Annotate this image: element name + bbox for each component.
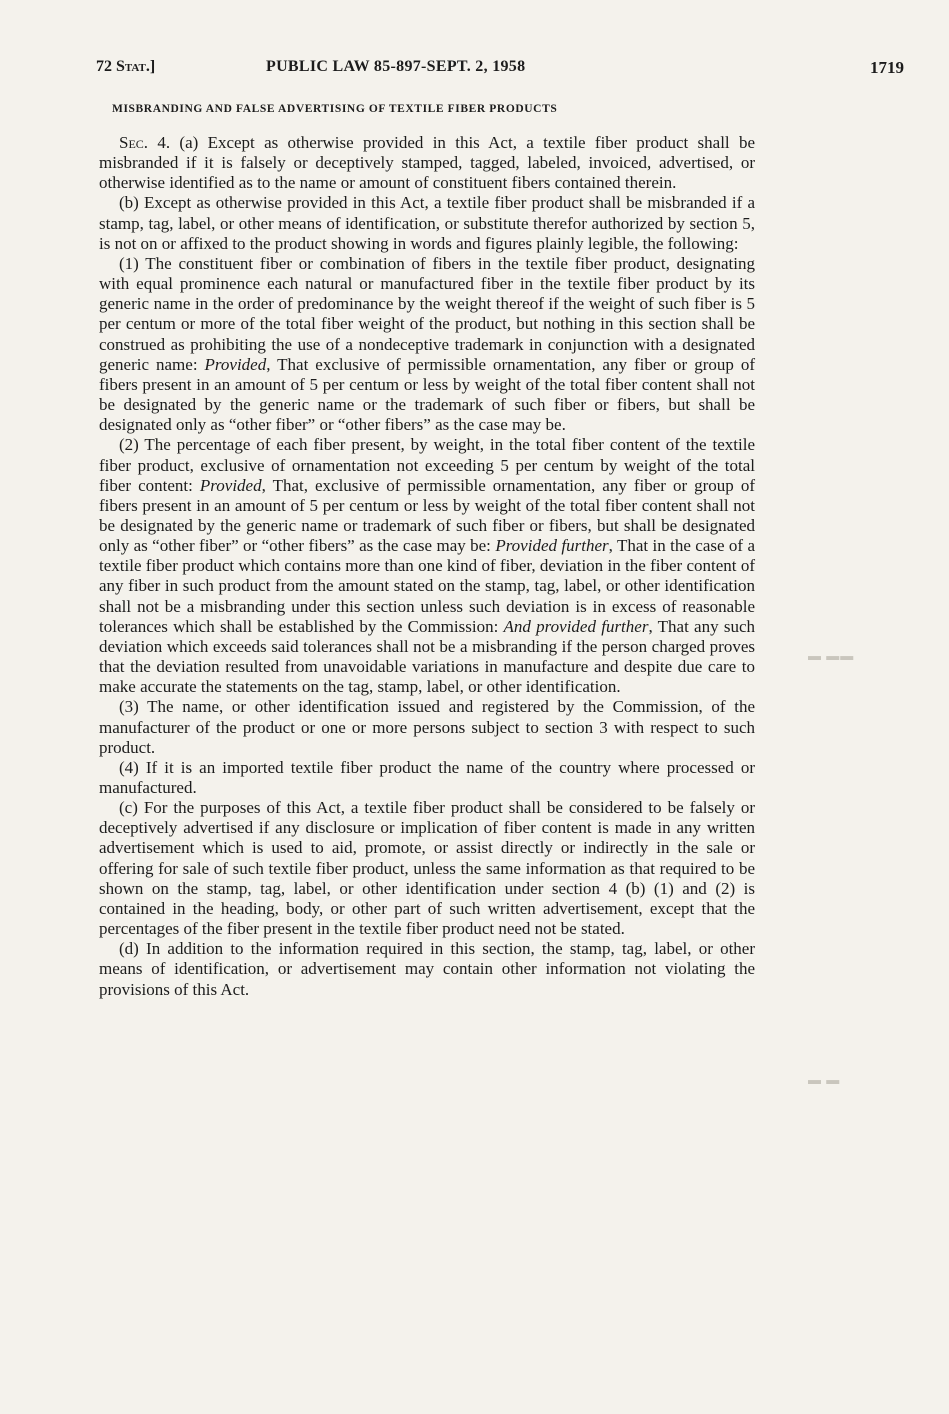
section-label: Sec. xyxy=(119,133,149,152)
statute-reference: 72 Stat.] xyxy=(96,58,156,75)
paragraph-sec4-a: Sec. 4. (a) Except as otherwise provided in this Act, a textile fiber product shall be misbranded if it is falsely or deceptively stamped, tagged, labeled, invoiced, advertised, or otherwise identified as to the name or amount of constituent fibers contained therein. xyxy=(99,133,755,193)
paragraph-b1: (1) The constituent fiber or combination of fibers in the textile fiber product, designating with equal prominence each natural or manufactured fiber in the textile fiber product by its generic name in the order of predominance by the weight thereof if the weight of such fiber is 5 per centum or more of the total fiber weight of the product, but nothing in this section shall be construed as prohibiting the use of a nondeceptive trademark in conjunction with a designated generic name: Provided, That exclusive of permissible ornamentation, any fiber or group of fibers present in an amount of 5 per centum or less by weight of the total fiber content shall not be designated by the generic name or the trademark of such fiber or fibers, but shall be designated only as “other fiber” or “other fibers” as the case may be. xyxy=(99,253,756,435)
faint-margin-mark: ▬ ▬▬ xyxy=(808,648,855,663)
paragraph-b4: (4) If it is an imported textile fiber product the name of the country where processed or manufactured. xyxy=(99,757,755,797)
faint-margin-mark: ▬ ▬ xyxy=(808,1072,841,1087)
section-heading: MISBRANDING AND FALSE ADVERTISING OF TEXTILE FIBER PRODUCTS xyxy=(112,103,558,115)
proviso: Provided xyxy=(204,354,267,374)
proviso-and-further: And provided further xyxy=(503,616,649,636)
paragraph-sec4-d: (d) In addition to the information required in this section, the stamp, tag, label, or other means of identification, or advertisement may contain other information not violating the provisions of this Act. xyxy=(99,939,755,999)
law-title: PUBLIC LAW 85-897-SEPT. 2, 1958 xyxy=(266,58,526,75)
paragraph-b3: (3) The name, or other identification issued and registered by the Commission, of the manufacturer of the product or one or more persons subject to section 3 with respect to such product. xyxy=(99,697,755,757)
proviso-further: Provided further xyxy=(495,536,609,556)
paragraph-b2: (2) The percentage of each fiber present, by weight, in the total fiber content of the textile fiber product, exclusive of ornamentation not exceeding 5 per centum by weight of the total fiber content: Provided, That, exclusive of permissible ornamentation, any fiber or group of fibers present in an amount of 5 per centum or less by weight of the total fiber content shall not be designated by the generic name or trademark of such fiber or fibers, but shall be designated only as “other fiber” or “other fibers” as the case may be: Provided further, That in the case of a textile fiber product which contains more than one kind of fiber, deviation in the fiber content of any fiber in such product from the amount stated on the stamp, tag, label, or other identification shall not be a misbranding under this section unless such deviation is in excess of reasonable tolerances which shall be established by the Commission: And provided further, That any such deviation which exceeds said tolerances shall not be a misbranding if the person charged proves that the deviation resulted from unavoidable variations in manufacture and despite due care to make accurate the statements on the tag, stamp, label, or other identification. xyxy=(99,435,756,697)
proviso: Provided xyxy=(199,475,262,495)
page-number: 1719 xyxy=(870,58,904,77)
paragraph-sec4-c: (c) For the purposes of this Act, a textile fiber product shall be considered to be falsely or deceptively advertised if any disclosure or implication of fiber content is made in any written advertisement which is used to aid, promote, or assist directly or indirectly in the sale or offering for sale of such textile fiber product, unless the same information as that required to be shown on the stamp, tag, label, or other identification under section 4 (b) (1) and (2) is contained in the heading, body, or other part of such written advertisement, except that the percentages of the fiber present in the textile fiber product need not be stated. xyxy=(99,798,755,939)
running-header xyxy=(96,58,904,84)
statute-body xyxy=(99,133,755,1000)
paragraph-sec4-b: (b) Except as otherwise provided in this Act, a textile fiber product shall be misbranded if a stamp, tag, label, or other means of identification, or substitute therefor authorized by section 5, is not on or affixed to the product showing in words and figures plainly legible, the following: xyxy=(99,193,755,253)
